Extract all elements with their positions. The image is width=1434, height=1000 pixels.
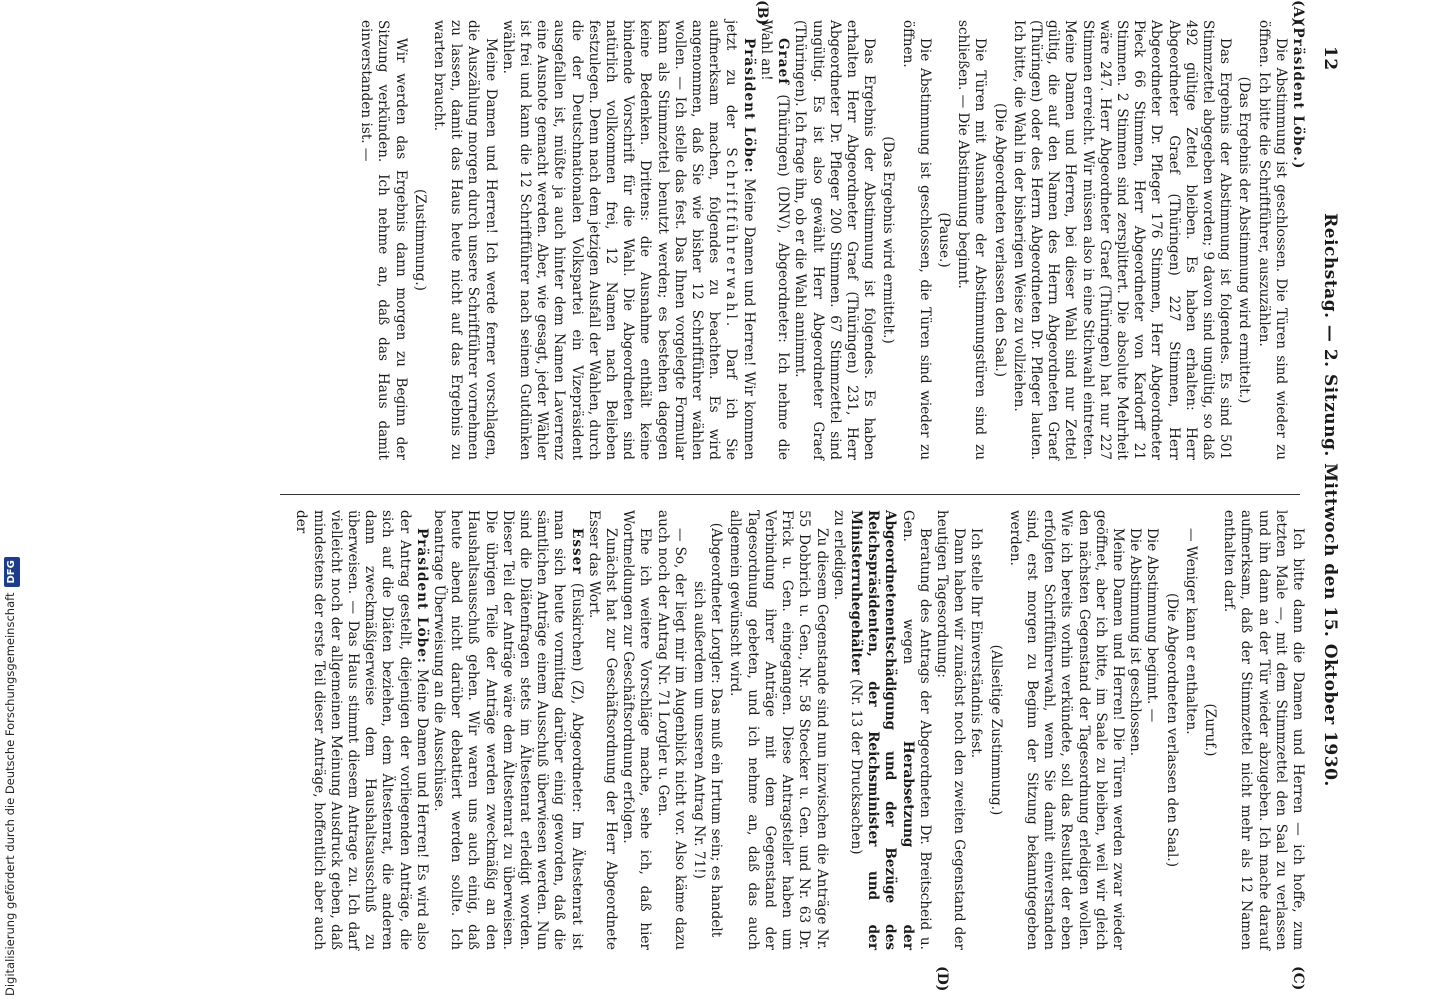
- speech-text: (Thüringen) (DNV), Abgeordneter: Ich nehme die Wahl an!: [757, 20, 792, 460]
- page-number: 12: [1320, 46, 1340, 71]
- stage-direction: (Allseitige Zustimmung.): [987, 644, 1004, 816]
- column-divider: [280, 494, 1300, 495]
- paragraph: Ich bitte dann die Damen und Herren — ich hoffe, zum letzten Male —, mit dem Stimmzettel den Saal zu verlassen und ihn dann an der Tür wieder abzugeben. Ich mache darauf aufmerksam, daß der Stimmzettel nicht mehr als 12 Namen enthalten darf.: [1221, 510, 1306, 950]
- speaker-name: Präsident Löbe:: [413, 528, 430, 664]
- stage-direction: (Das Ergebnis der Abstimmung wird ermittelt.): [1236, 76, 1253, 404]
- speaker-name: Graef: [775, 38, 792, 86]
- margin-mark-a: (A): [1290, 0, 1306, 25]
- paragraph: Die Abstimmung ist geschlossen.: [1127, 528, 1144, 757]
- paragraph: Die Abstimmung ist geschlossen, die Türen sind wieder zu öffnen.: [899, 20, 933, 460]
- stage-direction: (Zuruf.): [1201, 703, 1218, 757]
- agenda-text: Beratung des Antrags der Abgeordneten Dr. Breitscheid u. Gen. wegen: [899, 510, 933, 950]
- speech-paragraph: [292, 510, 430, 950]
- paragraph: Die Abstimmung beginnt. —: [1144, 528, 1161, 723]
- page-title: Reichstag. — 2. Sitzung. Mittwoch den 15. Oktober 1930.: [1320, 213, 1340, 787]
- dfg-logo: DFG: [4, 557, 20, 586]
- funding-text: Digitalisierung gefördert durch die Deutsche Forschungsgemeinschaft: [3, 592, 17, 996]
- paragraph: — So, der liegt mir im Augenblick nicht vor. Also käme dazu auch noch der Antrag Nr. 71 Lorgler u. Gen.: [654, 510, 688, 950]
- paragraph: — Weniger kann er enthalten.: [1182, 528, 1199, 735]
- paragraph: Zunächst hat zur Geschäftsordnung der Herr Abgeordnete Esser das Wort.: [585, 510, 620, 950]
- speech-text: Meine Damen und Herren! Es wird also der Antrag gestellt, diejenigen der vorliegenden Anträge, die sich auf die Diäten beziehen, dem Ältestenrat, die anderen dann zweckmäßigerweise dem Haushaltsausschuß zu überweisen. — Das Haus stimmt diesem Antrage zu. Ich darf vielleicht noch der allgemeinen Meinung Ausdruck geben, daß mindestens der erste Teil dieser Anträge, hoffentlich aber auch der: [293, 510, 430, 950]
- stage-direction: (Die Abgeordneten verlassen den Saal.): [991, 102, 1008, 377]
- speech-paragraph: [430, 510, 585, 950]
- paragraph: Das Ergebnis der Abstimmung ist folgendes. Es sind 501 Stimmzettel abgegeben worden; 9 davon sind ungültig, so daß 492 gültige Zettel bleiben. Es haben erhalten: Herr Abgeordneter Graef (Thüringen) 227 Stimmen, Herr Abgeordneter Dr. Pfleger 176 Stimmen, Herr Abgeordneter Pieck 66 Stimmen, Herr Abgeordneter von Kardorff 21 Stimmen. 2 Stimmen sind zersplittert. Die absolute Mehrheit wäre 247. Herr Abgeordneter Graef (Thüringen) hat nur 227 Stimmen erreicht. Wir müssen also in eine Stichwahl eintreten. Meine Damen und Herren, bei dieser Wahl sind nur Zettel gültig, die auf den Namen des Herrn Abgeordneten Graef (Thüringen) oder des Herrn Abgeordneten Dr. Pfleger lauten. Ich bitte, die Wahl in der bisherigen Weise zu vollziehen.: [1010, 20, 1234, 460]
- stage-direction: (Das Ergebnis wird ermittelt.): [880, 136, 897, 344]
- agenda-title: Herabsetzung der Abgeordnetenentschädigung und der Bezüge des Reichspräsidenten, der Reichsminister und der Ministerruhegehälter: [847, 510, 916, 950]
- agenda-item: [847, 510, 933, 950]
- agenda-ref: (Nr. 13 der Drucksachen): [847, 679, 864, 855]
- right-column: [292, 510, 1306, 950]
- rotated-document-page: [120, 0, 1350, 1000]
- stage-direction: (Zustimmung.): [411, 189, 428, 291]
- speech-paragraph: [757, 20, 791, 460]
- spaced-term: Schriftführerwahl.: [723, 147, 740, 330]
- paragraph: Das Ergebnis der Abstimmung ist folgendes. Es haben erhalten Herr Abgeordneter Graef (Thüringen) 231, Herr Abgeordneter Dr. Pfleger 200 Stimmen. 67 Stimmzettel sind ungültig. Es ist also gewählt Herr Abgeordneter Graef (Thüringen). Ich frage ihn, ob er die Wahl annimmt.: [792, 20, 878, 460]
- funding-notice: [2, 0, 18, 996]
- paragraph: zu erledigen.: [830, 510, 847, 601]
- margin-mark-d: (D): [934, 966, 950, 992]
- margin-mark-c: (C): [1290, 966, 1306, 991]
- paragraph: Meine Damen und Herren! Die Türen werden zwar wieder geöffnet, aber ich bitte, im Saale zu bleiben, weil wir gleich den nächsten Gegenstand der Tagesordnung erledigen wollen. Wie ich bereits vorhin verkündete, soll das Resultat der eben erfolgten Schriftführerwahl, wenn Sie damit einverstanden sind, erst morgen zu Beginn der Sitzung bekanntgegeben werden.: [1006, 510, 1126, 950]
- paragraph: Ich stelle Ihr Einverständnis fest.: [968, 528, 985, 759]
- left-column: [357, 20, 1306, 460]
- speech-text: Darf ich Sie aufmerksam machen, folgendes zu beachten. Es wird angenommen, daß Sie wie bisher 12 Schriftführer wählen wollen. — Ich stelle das fest. Das Ihnen vorgelegte Formular kann als Stimmzettel benutzt werden; es bestehen dagegen keine Bedenken. Drittens: die Ausnahme enthält keine bindende Vorschrift für die Wahl. Die Abgeordneten sind natürlich vollkommen frei, 12 Namen nach Belieben festzulegen. Denn nach dem jetzigen Ausfall der Wahlen, durch die der Deutschnationalen Volkspartei ein Vizepräsident ausgefallen ist, müßte ja auch hinter dem Namen Laverrenz eine Ausnote gemacht werden. Aber, wie gesagt, jeder Wähler ist frei und kann die 12 Schriftführer nach seinem Gutdünken wählen.: [499, 20, 740, 460]
- paragraph: Zu diesem Gegenstande sind nun inzwischen die Anträge Nr. 55 Dobbrich u. Gen., Nr. 58 Stoecker u. Gen. und Nr. 63 Dr. Frick u. Gen. eingegangen. Diese Antragsteller haben um Verbindung ihrer Anträge mit dem Gegenstand der Tagesordnung gebeten, und ich nehme an, daß das auch allgemein gewünscht wird.: [727, 510, 830, 950]
- speaker-name: Präsident Löbe:: [740, 38, 757, 174]
- paragraph: Wir werden das Ergebnis dann morgen zu Beginn der Sitzung verkünden. Ich nehme an, daß das Haus damit einverstanden ist. —: [358, 20, 409, 460]
- margin-mark-b: (B): [754, 0, 770, 26]
- running-header: [1314, 0, 1340, 1000]
- speaker-label: (Präsident Löbe.): [1290, 20, 1306, 170]
- paragraph: Die Türen mit Ausnahme der Abstimmungstüren sind zu schließen. — Die Abstimmung beginnt.: [955, 20, 989, 460]
- speech-paragraph: [499, 20, 757, 460]
- paragraph: Ehe ich weitere Vorschläge mache, sehe ich, daß hier Wortmeldungen zur Geschäftsordnung erfolgen.: [620, 510, 654, 950]
- interjection: (Abgeordneter Lorgler: Das muß ein Irrtum sein; es handelt sich außerdem um unseren Antrag Nr. 71!): [691, 522, 725, 938]
- paragraph: Meine Damen und Herren! Ich werde ferner vorschlagen, die Auszählung morgen durch unsere Schriftführer vornehmen zu lassen, damit das Haus heute nicht auf das Ergebnis zu warten braucht.: [431, 20, 499, 460]
- speech-text: Meine Damen und Herren! Wir kommen jetzt zu der: [723, 20, 757, 460]
- speech-text: (Euskirchen) (Z), Abgeordneter: Im Ältestenrat ist man sich heute vormittag darüber einig geworden, daß die sämtlichen Anträge einem Ausschuß überwiesen werden. Nun sind die Diätenfragen stets im Ältestenrat erledigt worden. Dieser Teil der Anträge wäre dem Ältestenrat zu überweisen. Die übrigen Teile der Anträge werden zweckmäßig an den Haushaltsausschuß gehen. Wir waren uns auch einig, daß heute abend nicht darüber debattiert werden sollte. Ich beantrage Überweisung an die Ausschüsse.: [431, 510, 585, 950]
- stage-direction: (Pause.): [935, 212, 952, 268]
- paragraph: Dann haben wir zunächst noch den zweiten Gegenstand der heutigen Tagesordnung:: [933, 510, 968, 950]
- speaker-name: Esser: [568, 528, 585, 575]
- stage-direction: (Die Abgeordneten verlassen den Saal.): [1163, 592, 1180, 867]
- paragraph: Die Abstimmung ist geschlossen. Die Türen sind wieder zu öffnen. Ich bitte die Schriftführer, auszuzählen.: [1255, 20, 1289, 460]
